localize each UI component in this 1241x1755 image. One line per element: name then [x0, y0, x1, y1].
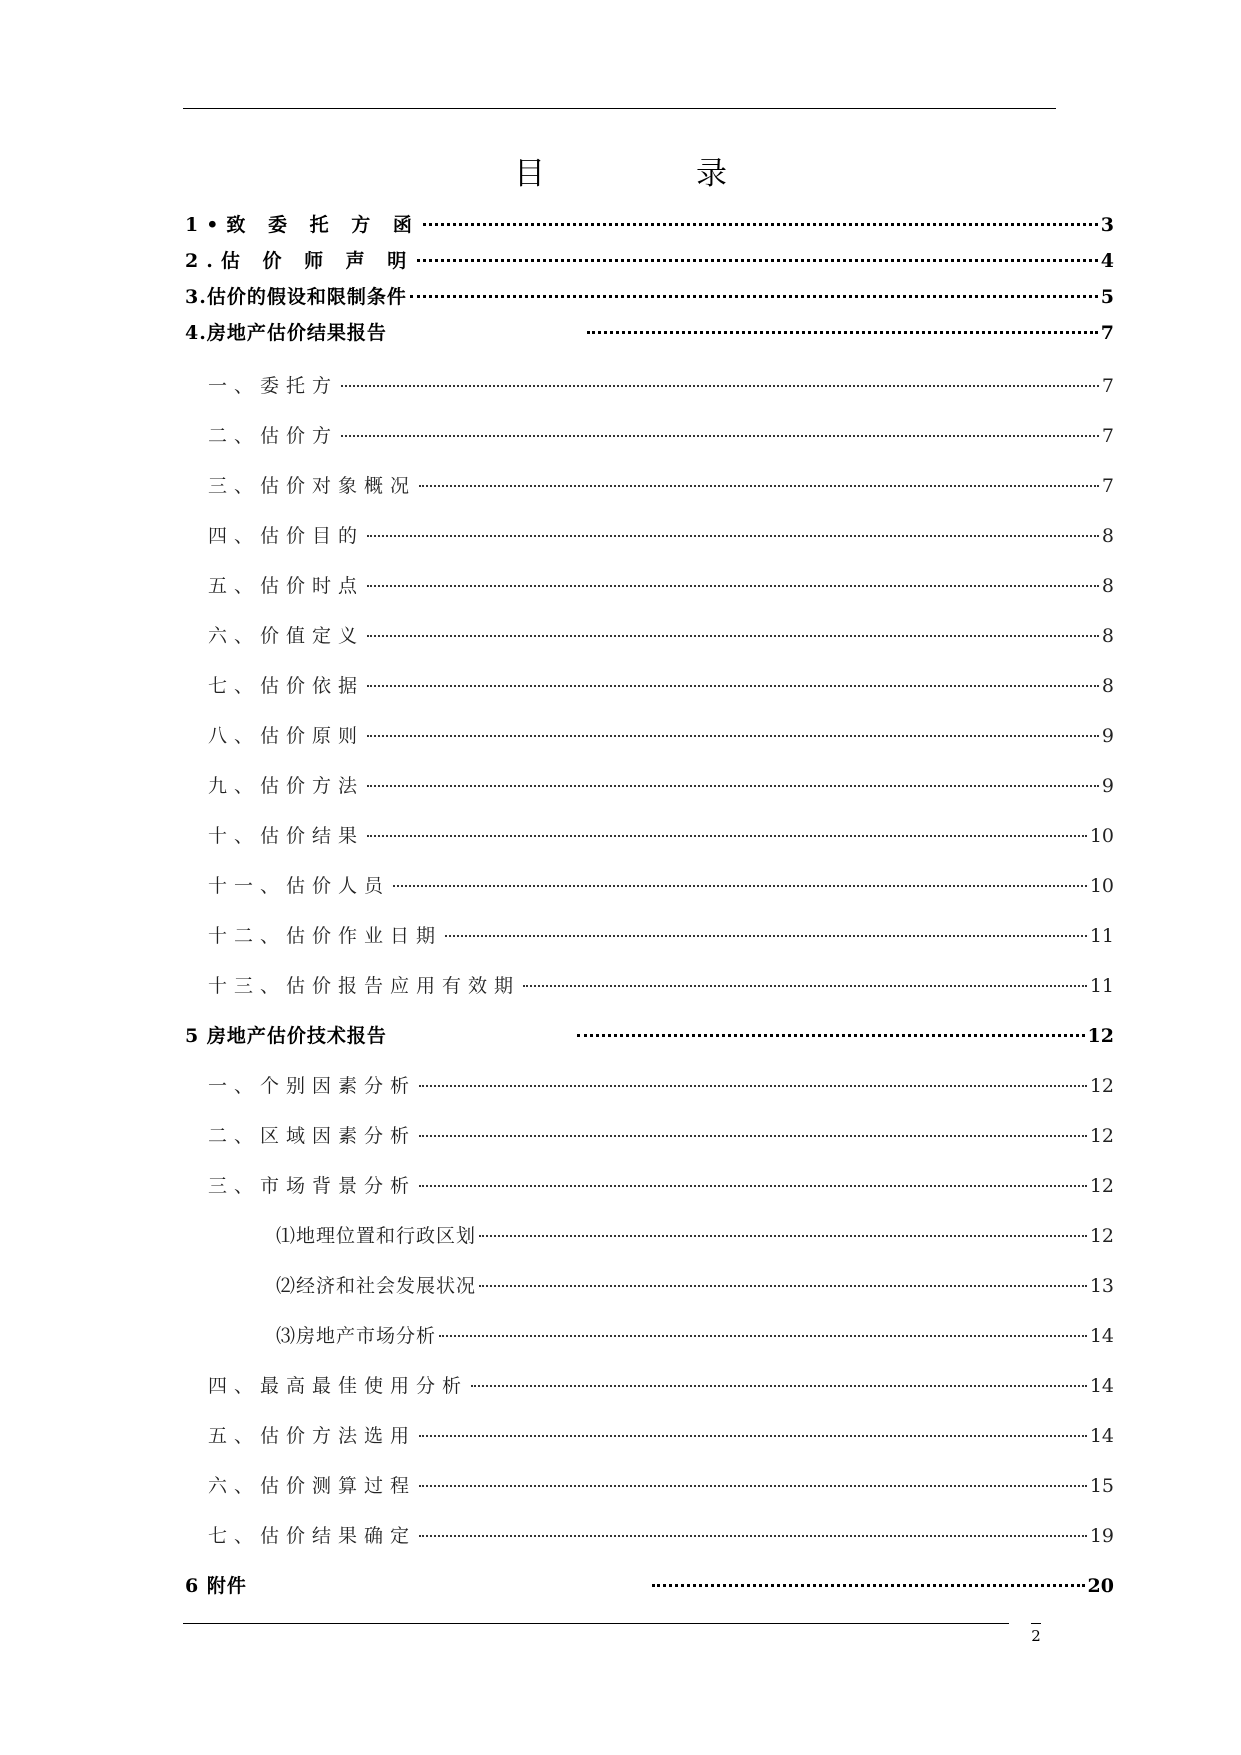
toc-leader [419, 1531, 1087, 1537]
toc-leader [410, 291, 1098, 298]
toc-entry-label: 十一、估价人员 [208, 875, 391, 897]
toc-entry[interactable] [185, 317, 1114, 349]
toc-entry[interactable] [208, 1470, 1114, 1502]
toc-entry-label: 3.估价的假设和限制条件 [185, 286, 407, 308]
toc-leader [341, 431, 1099, 437]
toc-entry-page: 11 [1089, 925, 1114, 947]
toc-entry-label: ⑴地理位置和行政区划 [276, 1225, 477, 1247]
toc-entry[interactable] [208, 620, 1114, 652]
toc-entry-label: 六、估价测算过程 [208, 1475, 417, 1497]
toc-entry[interactable] [208, 470, 1114, 502]
toc-leader [577, 1030, 1085, 1037]
toc-entry-label: 十二、估价作业日期 [208, 925, 443, 947]
toc-entry-page: 12 [1089, 1225, 1114, 1247]
toc-entry[interactable] [208, 570, 1114, 602]
toc-entry-page: 9 [1101, 775, 1114, 797]
toc-entry-page: 8 [1101, 625, 1114, 647]
toc-entry-page: 11 [1089, 975, 1114, 997]
toc-entry-label: ⑵经济和社会发展状况 [276, 1275, 477, 1297]
toc-entry[interactable] [208, 1370, 1114, 1402]
toc-leader [419, 1431, 1087, 1437]
toc-entry[interactable] [208, 1120, 1114, 1152]
toc-entry-label: 5 房地产估价技术报告 [185, 1025, 387, 1047]
toc-entry-page: 12 [1089, 1125, 1114, 1147]
toc-entry-label: 五、估价时点 [208, 575, 365, 597]
toc-entry-page: 12 [1089, 1075, 1114, 1097]
toc-entry-page: 10 [1089, 825, 1114, 847]
toc-entry-page: 12 [1089, 1175, 1114, 1197]
toc-entry[interactable] [208, 670, 1114, 702]
toc-entry-page: 5 [1100, 286, 1114, 308]
toc-leader [423, 219, 1098, 226]
toc-entry[interactable] [208, 720, 1114, 752]
toc-entry[interactable] [276, 1270, 1114, 1302]
toc-leader [367, 681, 1099, 687]
toc-leader [479, 1231, 1087, 1237]
toc-leader [341, 381, 1099, 387]
toc-leader [652, 1580, 1085, 1587]
toc-entry-label: 一、个别因素分析 [208, 1075, 417, 1097]
toc-leader [393, 881, 1087, 887]
toc-entry-label: 4.房地产估价结果报告 [185, 322, 387, 344]
toc-entry[interactable] [208, 1520, 1114, 1552]
toc-entry-label: 二、区域因素分析 [208, 1125, 417, 1147]
toc-entry[interactable] [208, 420, 1114, 452]
toc-entry-page: 8 [1101, 575, 1114, 597]
toc-leader [367, 731, 1099, 737]
toc-entry-label: 1•致 委 托 方 函 [185, 214, 420, 236]
toc-leader [439, 1331, 1087, 1337]
toc-entry-page: 20 [1087, 1575, 1114, 1597]
toc-entry-page: 7 [1101, 475, 1114, 497]
toc-entry-label: 八、估价原则 [208, 725, 365, 747]
toc-entry[interactable] [208, 870, 1114, 902]
toc-entry-page: 14 [1089, 1425, 1114, 1447]
toc-entry-page: 8 [1101, 675, 1114, 697]
toc-entry-page: 7 [1101, 375, 1114, 397]
toc-entry-page: 7 [1101, 425, 1114, 447]
toc-entry-label: ⑶房地产市场分析 [276, 1325, 437, 1347]
toc-entry-label: 十、估价结果 [208, 825, 365, 847]
footer-rule [183, 1623, 1009, 1624]
toc-entry-page: 8 [1101, 525, 1114, 547]
toc-entry[interactable] [185, 281, 1114, 313]
toc-entry-label: 二、估价方 [208, 425, 339, 447]
toc-leader [417, 255, 1097, 262]
toc-entry-page: 10 [1089, 875, 1114, 897]
toc-entry-page: 9 [1101, 725, 1114, 747]
toc-leader [419, 1081, 1087, 1087]
toc-leader [367, 581, 1099, 587]
toc-entry-label: 四、最高最佳使用分析 [208, 1375, 469, 1397]
toc-entry-page: 13 [1089, 1275, 1114, 1297]
toc-leader [419, 1131, 1087, 1137]
toc-leader [367, 831, 1087, 837]
toc-entry-page: 12 [1087, 1025, 1114, 1047]
toc-leader [445, 931, 1087, 937]
toc-entry[interactable] [185, 1570, 1114, 1602]
toc-entry[interactable] [276, 1320, 1114, 1352]
page-title: 目 录 [514, 156, 787, 192]
toc-entry-label: 6 附件 [185, 1575, 247, 1597]
toc-entry[interactable] [208, 920, 1114, 952]
toc-leader [471, 1381, 1087, 1387]
toc-entry-page: 14 [1089, 1325, 1114, 1347]
toc-entry[interactable] [208, 970, 1114, 1002]
toc-leader [367, 631, 1099, 637]
toc-entry[interactable] [185, 1020, 1114, 1052]
toc-entry[interactable] [208, 1170, 1114, 1202]
toc-entry-page: 3 [1100, 214, 1114, 236]
toc-entry-label: 六、价值定义 [208, 625, 365, 647]
toc-leader [367, 781, 1099, 787]
toc-entry-label: 五、估价方法选用 [208, 1425, 417, 1447]
footer-tick [1031, 1623, 1041, 1624]
toc-leader [419, 481, 1099, 487]
toc-entry-label: 七、估价结果确定 [208, 1525, 417, 1547]
toc-leader [367, 531, 1099, 537]
toc-entry-page: 15 [1089, 1475, 1114, 1497]
toc-entry[interactable] [208, 1420, 1114, 1452]
toc-leader [587, 327, 1098, 334]
toc-entry-page: 7 [1100, 322, 1114, 344]
toc-entry-label: 九、估价方法 [208, 775, 365, 797]
toc-entry-label: 2.估 价 师 声 明 [185, 250, 415, 272]
toc-entry[interactable] [185, 245, 1114, 277]
toc-leader [419, 1481, 1087, 1487]
header-rule [183, 108, 1056, 109]
toc-entry-label: 三、估价对象概况 [208, 475, 417, 497]
toc-leader [523, 981, 1087, 987]
footer-page-number: 2 [1031, 1627, 1041, 1645]
toc-entry[interactable] [208, 770, 1114, 802]
toc-entry-label: 七、估价依据 [208, 675, 365, 697]
toc-entry-page: 19 [1089, 1525, 1114, 1547]
toc-entry-label: 一、委托方 [208, 375, 339, 397]
toc-entry[interactable] [208, 1070, 1114, 1102]
toc-entry-label: 四、估价目的 [208, 525, 365, 547]
toc-entry[interactable] [276, 1220, 1114, 1252]
toc-entry[interactable] [208, 520, 1114, 552]
toc-entry[interactable] [208, 370, 1114, 402]
toc-leader [479, 1281, 1087, 1287]
toc-entry[interactable] [208, 820, 1114, 852]
toc-entry-label: 三、市场背景分析 [208, 1175, 417, 1197]
toc-entry-page: 14 [1089, 1375, 1114, 1397]
toc-leader [419, 1181, 1087, 1187]
toc-entry-page: 4 [1100, 250, 1114, 272]
toc-entry-label: 十三、估价报告应用有效期 [208, 975, 521, 997]
toc-entry[interactable] [185, 209, 1114, 241]
